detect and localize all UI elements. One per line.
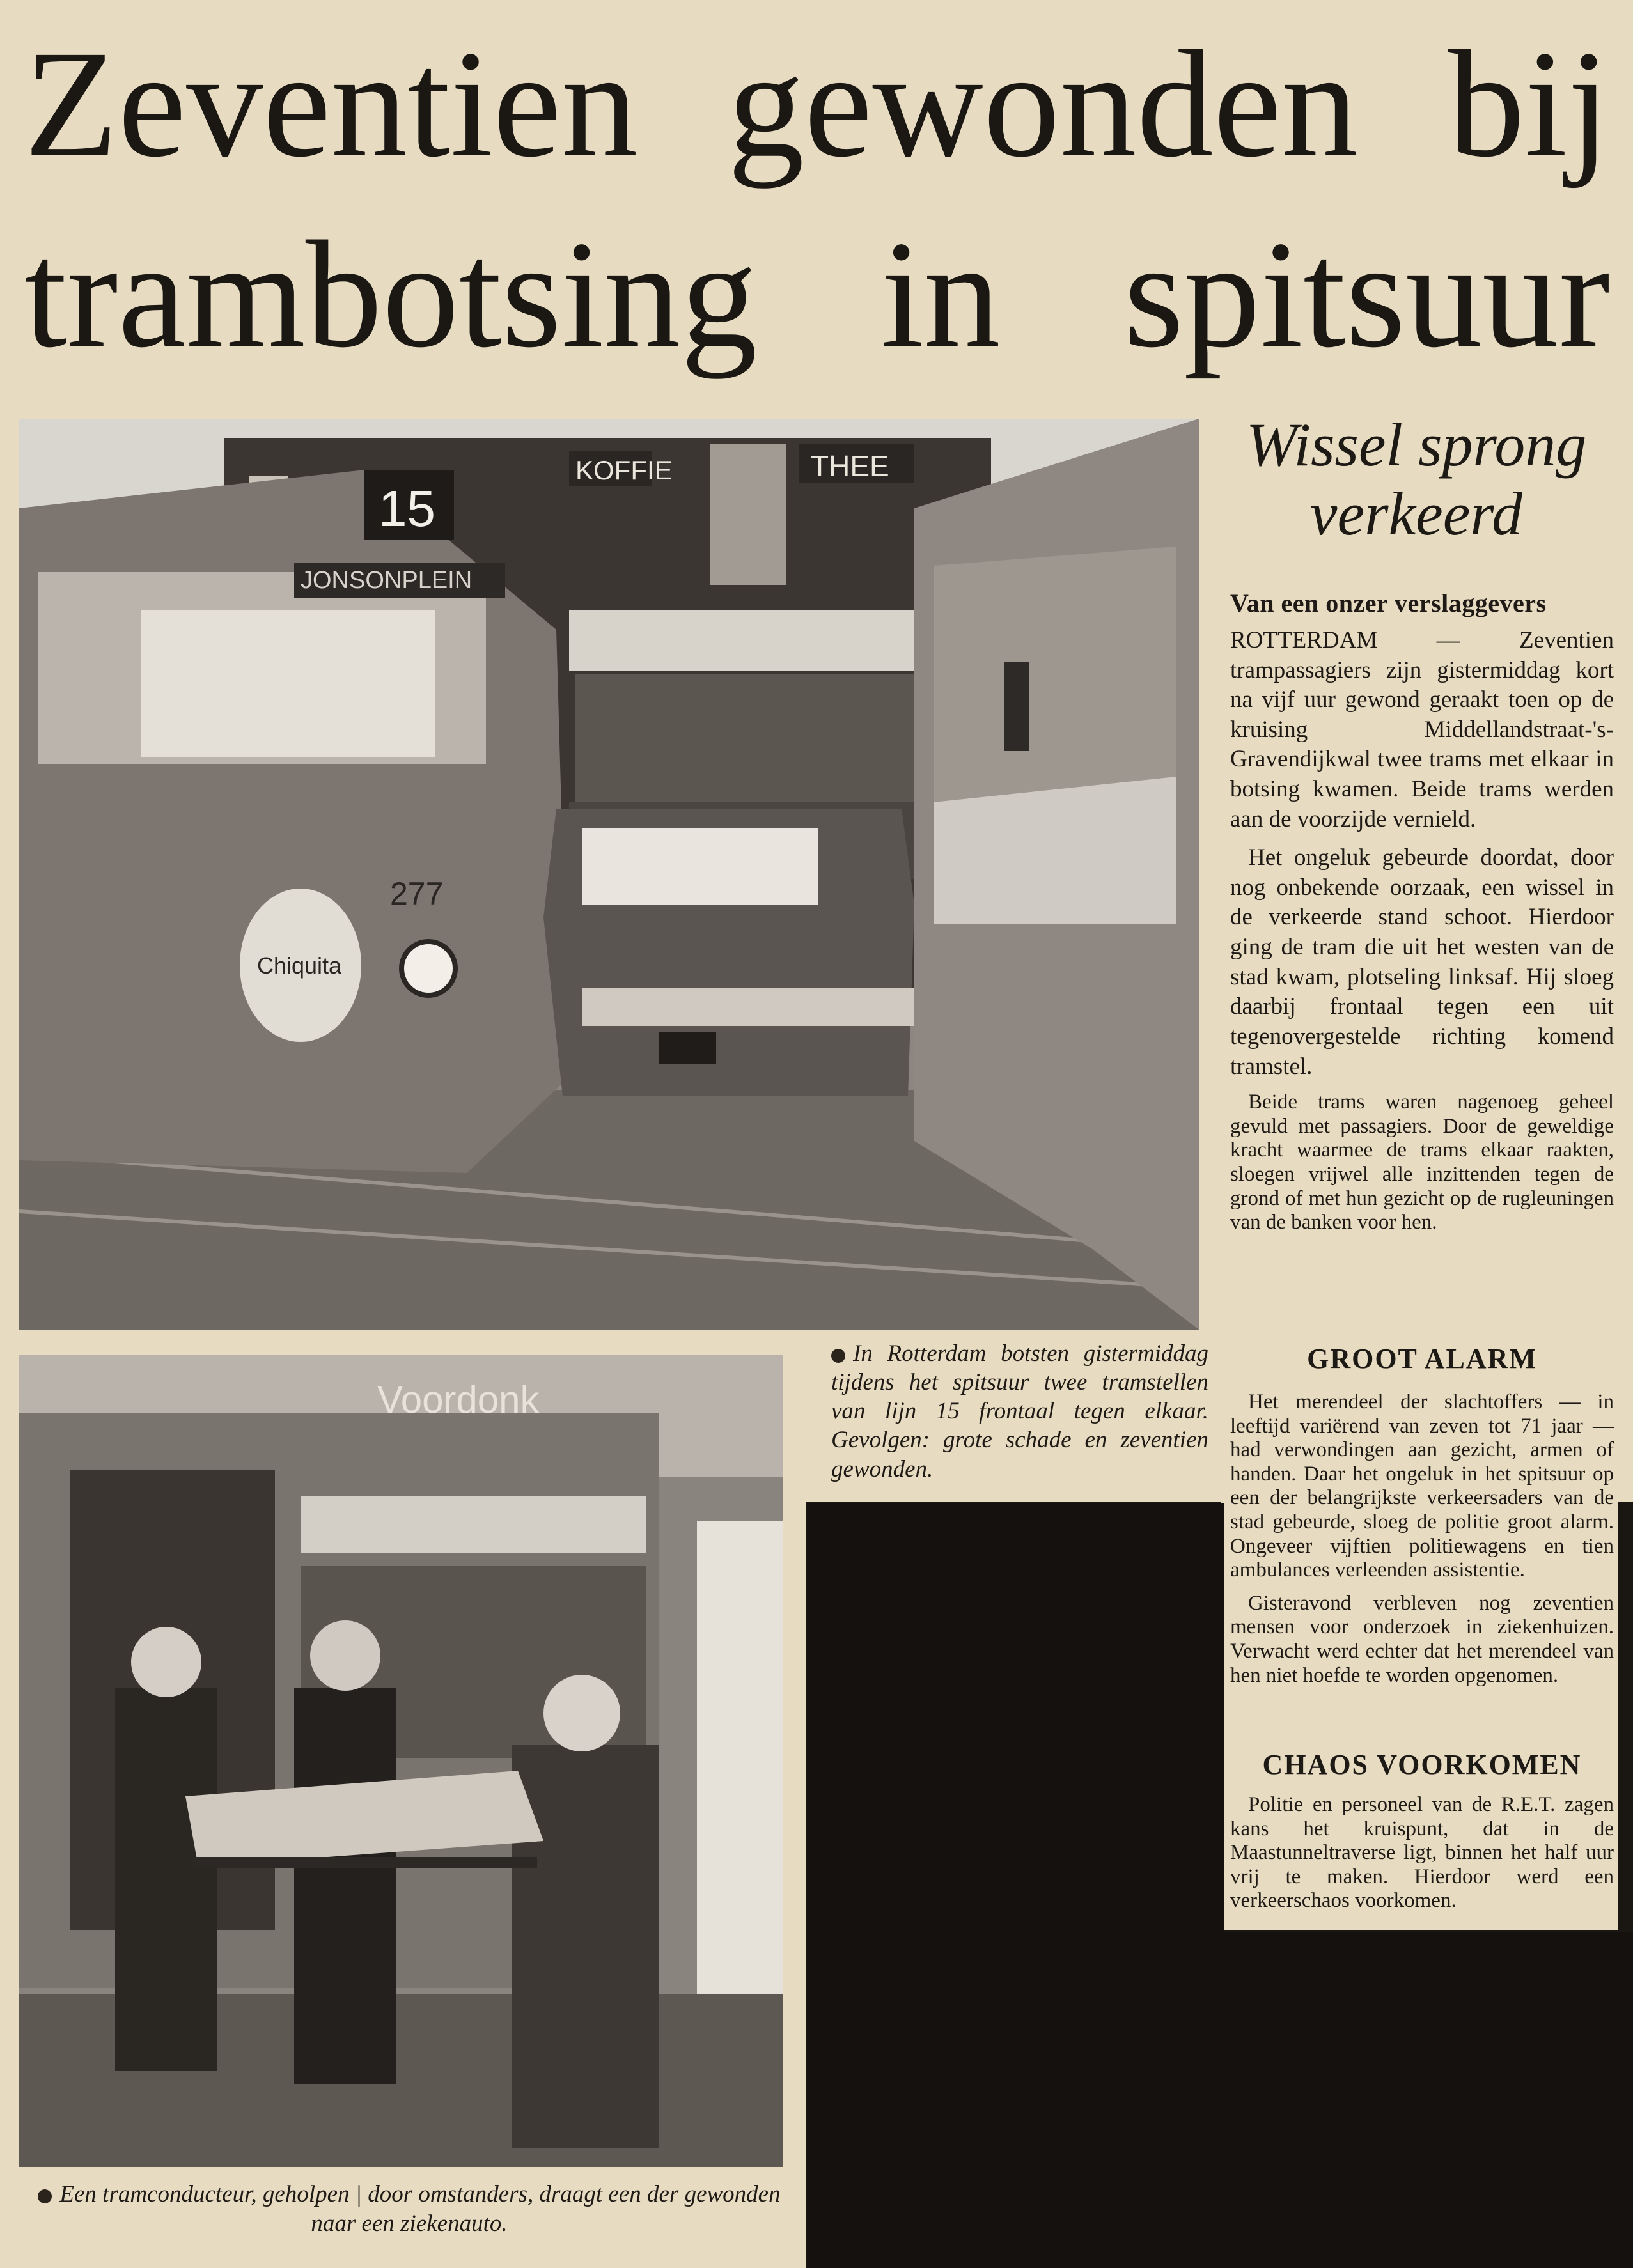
headline-line-2 xyxy=(24,209,1610,379)
article-column-2 xyxy=(1230,1390,1614,1697)
section-heading-chaos-voorkomen: CHAOS VOORKOMEN xyxy=(1262,1749,1582,1780)
paragraph: Politie en personeel van de R.E.T. zagen kans het kruispunt, dat in de Maastunneltraverse ligt, binnen het half uur vrij te maken. Hierdoor werd een verkeerschaos voorkomen. xyxy=(1230,1793,1614,1913)
photo-tram-collision xyxy=(19,419,1199,1330)
background-gap-right xyxy=(1224,1932,1633,2268)
paragraph: ROTTERDAM — Zeventien trampassagiers zijn gistermiddag kort na vijf uur gewond geraakt toen op de kruising Middellandstraat-'s-Gravendijkwal twee trams met elkaar in botsing kwamen. Beide trams werden aan de voorzijde vernield. xyxy=(1230,627,1614,832)
headline-word: in xyxy=(880,209,1001,379)
paragraph: Gisteravond verbleven nog zeventien mensen voor onderzoek in ziekenhuizen. Verwacht werd echter dat het merendeel van hen niet hoefde te worden opgenomen. xyxy=(1230,1591,1614,1687)
paragraph: Het ongeluk gebeurde doordat, door nog onbekende oorzaak, een wissel in de verkeerde stand schoot. Hierdoor ging de tram die uit het westen van de stad kwam, plotseling linksaf. Hij sloeg daarbij frontaal tegen een uit tegenovergestelde richting komend tramstel. xyxy=(1230,844,1614,1080)
headline-word: Zeventien xyxy=(24,19,638,189)
subhead-line-1: Wissel sprong xyxy=(1246,410,1587,479)
headline-word: gewonden xyxy=(727,19,1359,189)
byline: Van een onzer verslaggevers xyxy=(1230,589,1547,617)
headline-line-1 xyxy=(24,19,1610,189)
caption-text: Een tramconducteur, geholpen | door omstanders, draagt een der gewonden naar een ziekenauto. xyxy=(59,2181,781,2237)
tram-number: 277 xyxy=(390,876,444,912)
background-gap xyxy=(807,1503,1224,2268)
article-column-1 xyxy=(1230,588,1614,1244)
shop-sign-thee: THEE xyxy=(811,449,889,483)
destination-sign: JONSONPLEIN xyxy=(301,567,473,594)
paragraph: Beide trams waren nagenoeg geheel gevuld met passagiers. Door de geweldige kracht waarmee de trams elkaar raakten, sloegen vrijwel alle inzittenden tegen de grond of met hun gezicht op de rugleuningen van de banken voor hen. xyxy=(1230,1091,1614,1234)
article-column-3 xyxy=(1230,1793,1614,1922)
shop-sign-voordonk: Voordonk xyxy=(377,1378,540,1421)
subhead-line-2: verkeerd xyxy=(1309,479,1523,548)
caption-photo-2 xyxy=(26,2180,793,2239)
shop-sign-koffie: KOFFIE xyxy=(575,455,673,485)
advert-chiquita: Chiquita xyxy=(257,952,342,979)
photo-stretcher xyxy=(19,1355,783,2167)
bullet-icon xyxy=(831,1349,845,1363)
headline-word: bij xyxy=(1448,19,1610,189)
caption-text: In Rotterdam botsten gistermiddag tijdens het spitsuur twee tramstellen van lijn 15 frontaal tegen elkaar. Gevolgen: grote schade en zeventien gewonden. xyxy=(831,1340,1208,1482)
bullet-icon xyxy=(38,2189,52,2203)
subhead xyxy=(1215,410,1618,548)
headline-word: spitsuur xyxy=(1123,209,1610,379)
headline-word: trambotsing xyxy=(24,209,758,379)
caption-photo-1 xyxy=(831,1339,1208,1484)
paragraph: Het merendeel der slachtoffers — in leeftijd variërend van zeven tot 71 jaar — had verwondingen aan gezicht, armen of handen. Daar het ongeluk in het spitsuur op een der belangrijkste verkeersaders van de stad gebeurde, sloeg de politie groot alarm. Ongeveer vijftien politiewagens en tien ambulances verleenden assistentie. xyxy=(1230,1390,1614,1582)
section-heading-groot-alarm: GROOT ALARM xyxy=(1307,1343,1537,1374)
route-number: 15 xyxy=(379,480,435,537)
